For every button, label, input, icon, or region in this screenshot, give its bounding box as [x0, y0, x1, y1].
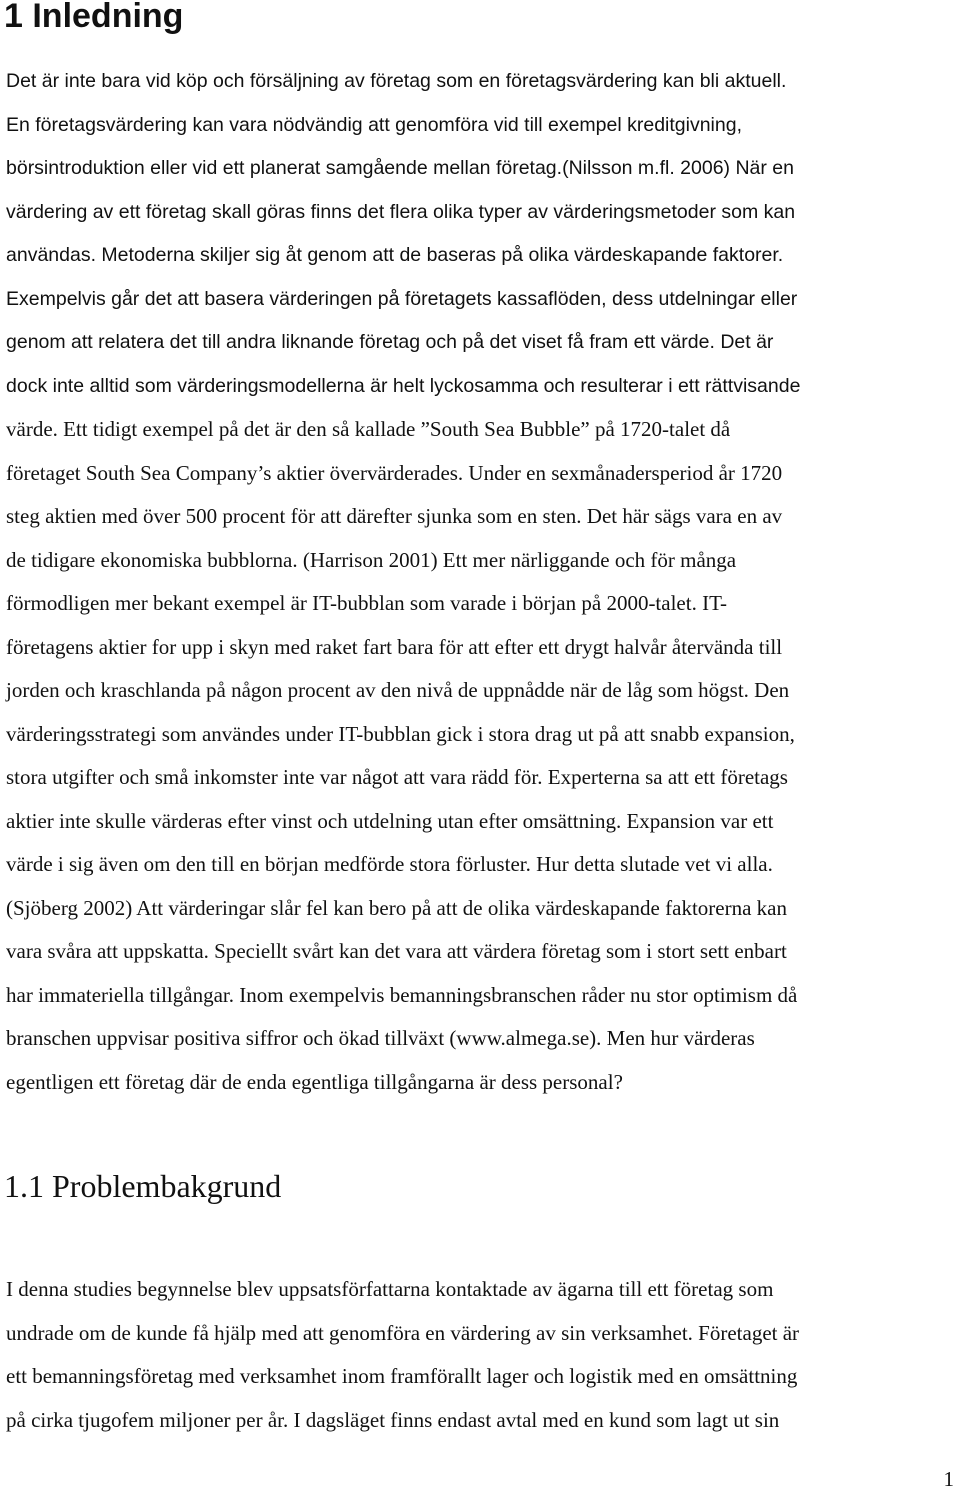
text-line: värderingsstrategi som användes under IT-bubblan gick i stora drag ut på att snabb expansion,: [6, 721, 795, 746]
text-line: stora utgifter och små inkomster inte var något att vara rädd för. Experterna sa att ett företags: [6, 765, 788, 789]
text-line: de tidigare ekonomiska bubblorna. (Harrison 2001) Ett mer närliggande och för många: [6, 547, 737, 572]
text-line: företagens aktier for upp i skyn med raket fart bara för att efter ett drygt halvår återvända till: [6, 634, 783, 659]
text-line: förmodligen mer bekant exempel är IT-bubblan som varade i början på 2000-talet. IT-: [6, 591, 727, 615]
text-line: jorden och kraschlanda på någon procent av den nivå de uppnådde när de låg som högst. Den: [6, 678, 790, 702]
text-line: dock inte alltid som värderingsmodellerna är helt lyckosamma och resulterar i ett rättvisande: [6, 374, 801, 397]
text-line: genom att relatera det till andra liknande företag och på det viset få fram ett värde. Det är: [6, 331, 774, 353]
paragraph-inledning: [6, 60, 800, 1104]
text-line: värdering av ett företag skall göras finns det flera olika typer av värderingsmetoder som kan: [6, 200, 796, 223]
text-line: har immateriella tillgångar. Inom exempelvis bemanningsbranschen råder nu stor optimism då: [6, 982, 798, 1007]
text-line: steg aktien med över 500 procent för att därefter sjunka som en sten. Det här sägs vara en av: [6, 504, 783, 528]
text-line: I denna studies begynnelse blev uppsatsförfattarna kontaktade av ägarna till ett företag som: [6, 1277, 774, 1301]
text-line: användas. Metoderna skiljer sig åt genom att de baseras på olika värdeskapande faktorer.: [6, 244, 784, 266]
heading-inledning: 1 Inledning: [4, 0, 184, 35]
text-line: värde i sig även om den till en början medförde stora förluster. Hur detta slutade vet vi alla.: [6, 852, 773, 876]
text-line: på cirka tjugofem miljoner per år. I dagsläget finns endast avtal med en kund som lagt ut sin: [6, 1407, 780, 1432]
page-number: 1: [943, 1467, 954, 1491]
text-line: aktier inte skulle värderas efter vinst och utdelning utan efter omsättning. Expansion var ett: [6, 808, 774, 833]
text-line: ett bemanningsföretag med verksamhet inom framförallt lager och logistik med en omsättning: [6, 1364, 798, 1388]
text-line: Det är inte bara vid köp och försäljning av företag som en företagsvärdering kan bli aktuell.: [6, 70, 787, 92]
text-line: vara svåra att uppskatta. Speciellt svårt kan det vara att värdera företag som i stort sett enbart: [6, 939, 787, 963]
text-line: börsintroduktion eller vid ett planerat samgående mellan företag.(Nilsson m.fl. 2006) När en: [6, 157, 794, 179]
text-line: Exempelvis går det att basera värderingen på företagets kassaflöden, dess utdelningar eller: [6, 287, 798, 310]
text-line: En företagsvärdering kan vara nödvändig att genomföra vid till exempel kreditgivning,: [6, 113, 743, 136]
text-line: värde. Ett tidigt exempel på det är den så kallade ”South Sea Bubble” på 1720-talet då: [6, 417, 731, 441]
text-line: egentligen ett företag där de enda egentliga tillgångarna är dess personal?: [6, 1069, 623, 1094]
text-line: (Sjöberg 2002) Att värderingar slår fel kan bero på att de olika värdeskapande faktorerna kan: [6, 895, 787, 920]
text-line: undrade om de kunde få hjälp med att genomföra en värdering av sin verksamhet. Företaget är: [6, 1320, 800, 1345]
text-line: branschen uppvisar positiva siffror och ökad tillväxt (www.almega.se). Men hur värderas: [6, 1026, 755, 1050]
text-line: företaget South Sea Company’s aktier övervärderades. Under en sexmånadersperiod år 1720: [6, 460, 783, 485]
paragraph-problembakgrund: [6, 1268, 799, 1442]
heading-problembakgrund: 1.1 Problembakgrund: [4, 1168, 282, 1204]
